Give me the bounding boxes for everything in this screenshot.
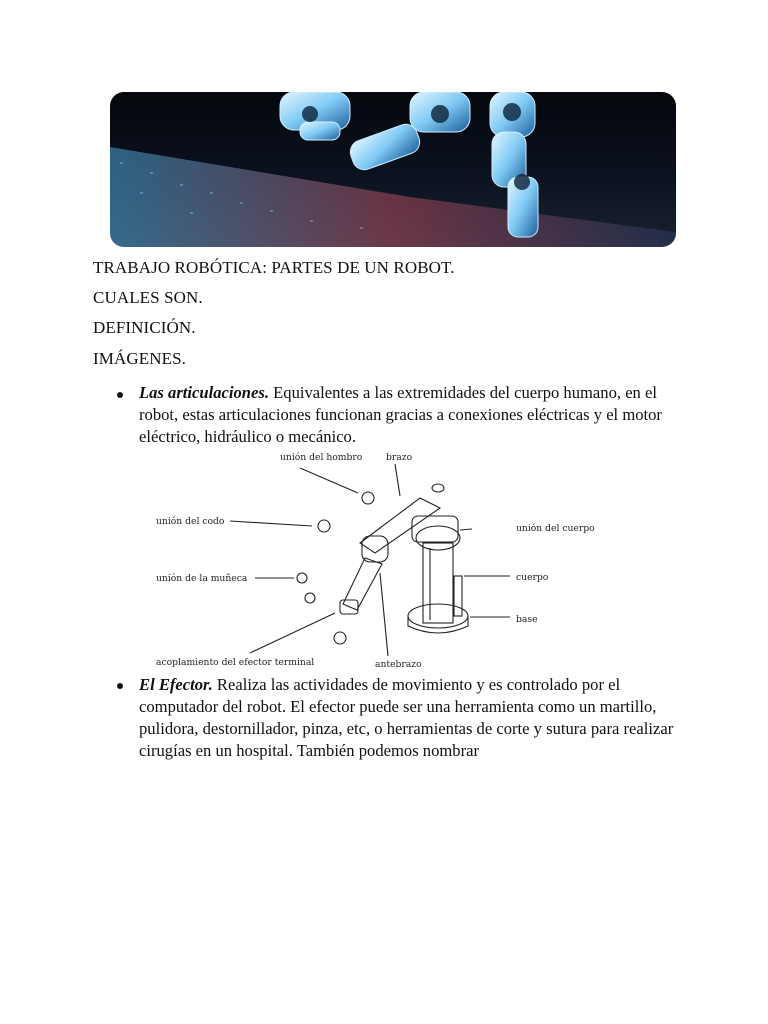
label-union-hombro: unión del hombro: [280, 452, 363, 463]
robot-hands-banner: [110, 92, 676, 247]
list-item: [139, 674, 679, 762]
item-text: Realiza las actividades de movimiento y es controlado por el computador del robot. El efector puede ser una herramienta como un martillo, pulidora, destornillador, pinza, etc, o herramientas de corte y sutura para realizar cirugías en un hospital. También podemos nombrar: [139, 675, 674, 760]
label-antebrazo: antebrazo: [375, 659, 422, 670]
bullet-icon: [117, 392, 123, 398]
heading-definicion: DEFINICIÓN.: [93, 318, 196, 337]
arm-shape: [360, 498, 440, 553]
heading-cuales-son: CUALES SON.: [93, 288, 203, 307]
item-term: El Efector.: [139, 675, 213, 694]
label-brazo: brazo: [386, 452, 413, 463]
item-text: Equivalentes a las extremidades del cuerpo humano, en el robot, estas articulaciones funcionan gracias a conexiones eléctricas y el motor eléctrico, hidráulico o mecánico.: [139, 383, 662, 446]
page-title: TRABAJO ROBÓTICA: PARTES DE UN ROBOT.: [93, 258, 455, 277]
label-union-muneca: unión de la muñeca: [156, 573, 248, 584]
label-acoplamiento: acoplamiento del efector terminal: [156, 657, 315, 668]
bullet-icon: [117, 683, 123, 689]
label-base: base: [516, 614, 538, 625]
list-item: [139, 382, 679, 448]
label-union-cuerpo: unión del cuerpo: [516, 523, 595, 534]
forearm-shape: [343, 558, 382, 610]
robot-hands-icon: [110, 92, 676, 247]
item-term: Las articulaciones.: [139, 383, 269, 402]
body-shape: [423, 543, 453, 623]
robot-arm-diagram: [150, 448, 610, 673]
label-union-codo: unión del codo: [156, 516, 225, 527]
heading-imagenes: IMÁGENES.: [93, 349, 186, 368]
label-cuerpo: cuerpo: [516, 572, 549, 583]
